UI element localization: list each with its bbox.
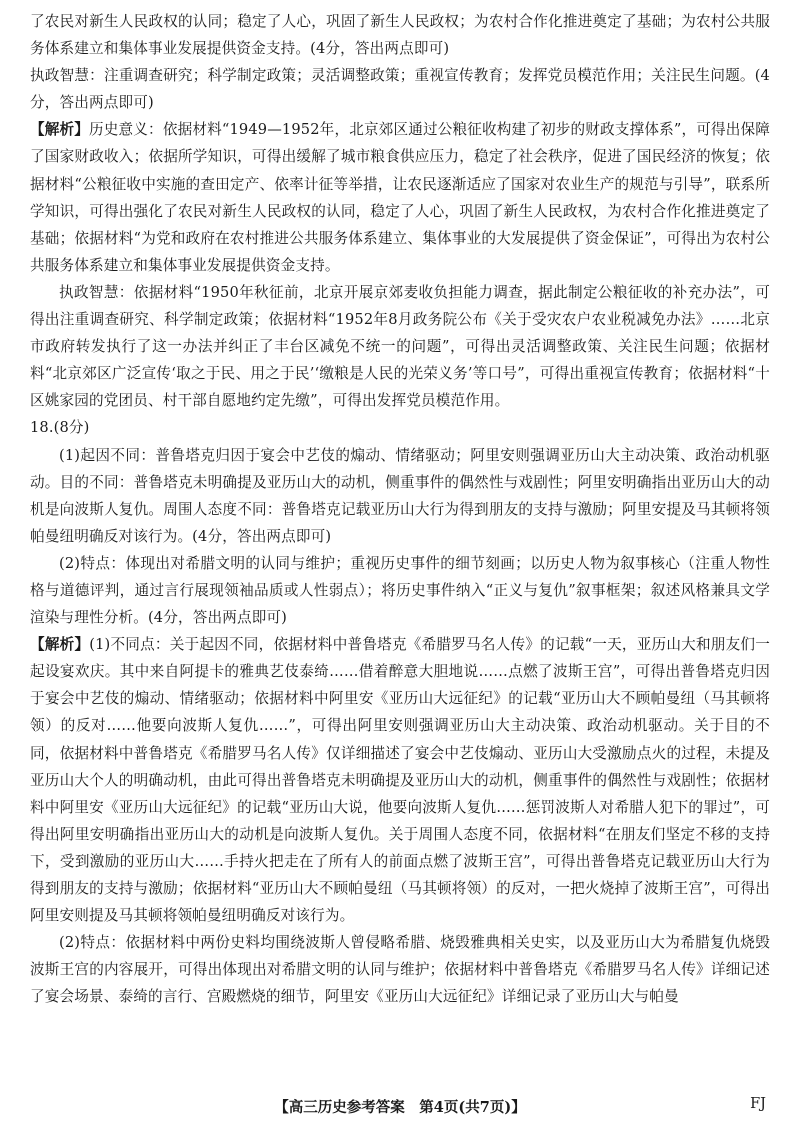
- footer-page-info: 【高三历史参考答案 第4页(共7页)】: [274, 1099, 526, 1116]
- paragraph-governance-analysis: [30, 279, 770, 414]
- paragraph-text: 历史意义：依据材料“1949—1952年，北京郊区通过公粮征收构建了初步的财政支撑体系”，可得出保障了国家财政收入；依据所学知识，可得出缓解了城市粮食供应压力，稳定了社会秩序，促进了国民经济的恢复；依据材料“公粮征收中实施的查田定产、依率计征等举措，让农民逐渐适应了国家对农业生产的规范与引导”，联系所学知识，可得出强化了农民对新生人民政权的认同，稳定了人心，巩固了新生人民政权，为农村合作化推进奠定了基础；依据材料“为党和政府在农村推进公共服务体系建立、集体事业的大发展提供了资金保证”，可得出为农村公共服务体系建立和集体事业发展提供资金支持。: [30, 121, 770, 274]
- paragraph-governance-answer: [30, 62, 770, 116]
- paragraph-significance-answer: [30, 8, 770, 62]
- paragraph-text: (1)不同点：关于起因不同，依据材料中普鲁塔克《希腊罗马名人传》的记载“一天，亚历山大和朋友们一起设宴欢庆。其中来自阿提卡的雅典艺伎泰绮……借着醉意大胆地说……点燃了波斯王宫”，可得出普鲁塔克归因于宴会中艺伎的煽动、情绪驱动；依据材料中阿里安《亚历山大远征纪》的记载“亚历山大不顾帕曼纽（马其顿将领）的反对……他要向波斯人复仇……”，可得出阿里安则强调亚历山大主动决策、政治动机驱动。关于目的不同，依据材料中普鲁塔克《希腊罗马名人传》仅详细描述了宴会中艺伎煽动、亚历山大受激励点火的过程，未提及亚历山大个人的明确动机，由此可得出普鲁塔克未明确提及亚历山大的动机，侧重事件的偶然性与戏剧性；依据材料中阿里安《亚历山大远征纪》的记载“亚历山大说，他要向波斯人复仇……惩罚波斯人对希腊人犯下的罪过”，可得出阿里安明确指出亚历山大的动机是向波斯人复仇。关于周围人态度不同，依据材料“在朋友们坚定不移的支持下，受到激励的亚历山大……手持火把走在了所有人的前面点燃了波斯王宫”，可得出普鲁塔克记载亚历山大行为得到朋友的支持与激励；依据材料“亚历山大不顾帕曼纽（马其顿将领）的反对，一把火烧掉了波斯王宫”，可得出阿里安则提及马其顿将领帕曼纽明确反对该行为。: [30, 636, 770, 925]
- answer-content: [30, 8, 770, 1010]
- paragraph-analysis-18-2: [30, 929, 770, 1010]
- paragraph-text: 执政智慧：依据材料“1950年秋征前，北京开展京郊麦收负担能力调查，据此制定公粮征收的补充办法”，可得出注重调查研究、科学制定政策；依据材料“1952年8月政务院公布《关于受灾农户农业税减免办法》……北京市政府转发执行了这一办法并纠正了丰台区减免不统一的问题”，可得出灵活调整政策、关注民生问题；依据材料“北京郊区广泛宣传‘取之于民、用之于民’‘缴粮是人民的光荣义务’等口号”，可得出重视宣传教育；依据材料“十区姚家园的党团员、村干部自愿地约定先缴”，可得出发挥党员模范作用。: [30, 283, 770, 410]
- footer-region-code: FJ: [750, 1096, 766, 1112]
- paragraph-analysis-18: [30, 631, 770, 929]
- paragraph-text: (2)特点：依据材料中两份史料均围绕波斯人曾侵略希腊、烧毁雅典相关史实，以及亚历山大为希腊复仇烧毁波斯王宫的内容展开，可得出体现出对希腊文明的认同与维护；依据材料中普鲁塔克《希腊罗马名人传》详细记述了宴会场景、泰绮的言行、宫殿燃烧的细节，阿里安《亚历山大远征纪》详细记录了亚历山大与帕曼: [30, 934, 770, 1006]
- question-number-18: [30, 414, 770, 441]
- paragraph-text: (2)特点：体现出对希腊文明的认同与维护；重视历史事件的细节刻画；以历史人物为叙事核心（注重人物性格与道德评判，通过言行展现领袖品质或人性弱点）；将历史事件纳入“正义与复仇”叙事框架；叙述风格兼具文学渲染与理性分析。(4分，答出两点即可): [30, 554, 770, 627]
- paragraph-text: 执政智慧：注重调查研究；科学制定政策；灵活调整政策；重视宣传教育；发挥党员模范作用；关注民生问题。(4分，答出两点即可): [30, 67, 770, 112]
- paragraph-analysis-17: [30, 116, 770, 279]
- paragraph-answer-18-1: [30, 442, 770, 550]
- analysis-tag: 【解析】: [30, 121, 90, 139]
- paragraph-answer-18-2: [30, 550, 770, 631]
- paragraph-text: 了农民对新生人民政权的认同；稳定了人心，巩固了新生人民政权；为农村合作化推进奠定了基础；为农村公共服务体系建立和集体事业发展提供资金支持。(4分，答出两点即可): [30, 13, 770, 58]
- page-footer: [0, 1096, 800, 1118]
- question-label: 18.(8分): [30, 419, 90, 437]
- paragraph-text: (1)起因不同：普鲁塔克归因于宴会中艺伎的煽动、情绪驱动；阿里安则强调亚历山大主动决策、政治动机驱动。目的不同：普鲁塔克未明确提及亚历山大的动机，侧重事件的偶然性与戏剧性；阿里安明确指出亚历山大的动机是向波斯人复仇。周围人态度不同：普鲁塔克记载亚历山大行为得到朋友的支持与激励；阿里安提及马其顿将领帕曼纽明确反对该行为。(4分，答出两点即可): [30, 446, 770, 545]
- analysis-tag: 【解析】: [30, 636, 90, 654]
